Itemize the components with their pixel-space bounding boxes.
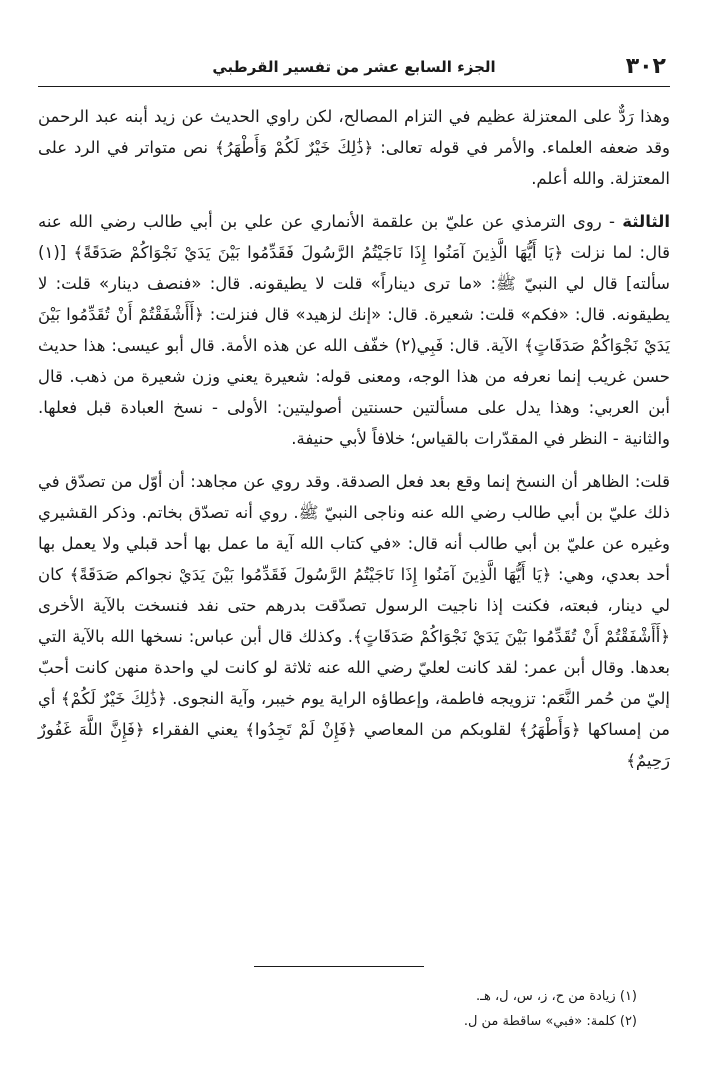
footnote-text: كلمة: «فبي» ساقطة من ل.	[463, 1014, 616, 1029]
text-segment: [(١) سألته] قال لي النبيّ ﷺ: «ما ترى ديناراً» قلت لا يطيقونه. قال: «فنصف دينار» قلت: لا يطيقونه. قال: «فكم» قلت: شعيرة. قال: «إنك لزهيد» قال فنزلت:	[38, 243, 670, 324]
quran-quote: ﴿فَإِنَّ اللَّهَ غَفُورٌ رَحِيمٌ﴾	[38, 720, 670, 770]
text-segment: نص متواتر في الرد على المعتزلة. والله أعلم.	[38, 138, 670, 188]
footnote-number: (١)	[619, 989, 637, 1004]
footnote-number: (٢)	[619, 1014, 637, 1029]
text-segment: كان لي دينار، فبعته، فكنت إذا ناجيت الرسول تصدّقت بدرهم حتى نفد فنسخت بالآية الأخرى	[38, 565, 670, 615]
footnote-divider	[254, 966, 424, 967]
text-segment: يعني الفقراء	[144, 720, 246, 739]
text-segment: - روى الترمذي عن عليّ بن علقمة الأنماري عن علي بن أبي طالب رضي الله عنه قال: لما نزلت	[38, 212, 670, 262]
paragraph	[38, 466, 670, 776]
footnote-text: زيادة من ح، ز، س، ل، هـ.	[476, 989, 616, 1004]
text-segment: لقلوبكم من المعاصي	[356, 720, 519, 739]
page-number: ٣٠٢	[625, 54, 666, 79]
footnote-item	[137, 984, 637, 1009]
quran-quote: ﴿فَإِنْ لَمْ تَجِدُوا﴾	[245, 720, 357, 739]
running-title: الجزء السابع عشر من تفسير القرطبي	[212, 58, 496, 76]
section-lead: الثالثة	[622, 212, 670, 231]
quran-quote: ﴿يَا أَيُّهَا الَّذِينَ آمَنُوا إِذَا نَاجَيْتُمُ الرَّسُولَ فَقَدِّمُوا بَيْنَ يَدَيْ نجواكم صَدَقَةً﴾	[69, 565, 552, 584]
text-segment: . وكذلك قال أبن عباس: نسخها الله بالآية التي بعدها. وقال أبن عمر: لقد كانت لعليّ رضي الله عنه ثلاثة لو كانت لي واحدة منهن كانت أحبّ إليّ من حُمر النَّعَم: تزويجه فاطمة، وإعطاؤه الراية يوم خيبر، وآية النجوى.	[38, 627, 671, 708]
quran-quote: ﴿أَأَشْفَقْتُمْ أَنْ تُقَدِّمُوا بَيْنَ يَدَيْ نَجْوَاكُمْ صَدَقَاتٍ﴾	[353, 627, 671, 646]
quran-quote: ﴿ذَٰلِكَ خَيْرٌ لَكُمْ وَأَطْهَرُ﴾	[214, 138, 374, 157]
book-page	[38, 52, 670, 788]
body-text	[38, 101, 670, 776]
text-segment: وهذا رَدٌّ على المعتزلة عظيم في التزام المصالح، لكن راوي الحديث عن زيد أبنه عبد الرحمن وقد ضعفه العلماء. والأمر في قوله تعالى:	[38, 107, 671, 157]
paragraph	[38, 101, 670, 194]
quran-quote: ﴿أَأَشْفَقْتُمْ أَنْ تُقَدِّمُوا بَيْنَ يَدَيْ نَجْوَاكُمْ صَدَقَاتٍ﴾	[38, 305, 670, 355]
paragraph	[38, 206, 670, 454]
footnote-item	[137, 1009, 637, 1034]
text-segment: الآية. قال: فَبِي(٢) خفّف الله عن هذه الأمة. قال أبو عيسى: هذا حديث حسن غريب إنما نعرفه من هذا الوجه، ومعنى قوله: شعيرة يعني وزن شعيرة من ذهب. قال أبن العربي: وهذا يدل على مسألتين حسنتين أصوليتين: الأولى - نسخ العبادة قبل فعلها. والثانية - النظر في المقدّرات بالقياس؛ خلافاً لأبي حنيفة.	[38, 336, 670, 448]
footnotes	[137, 984, 637, 1034]
quran-quote: ﴿ذَٰلِكَ خَيْرٌ لَكُمْ﴾	[60, 689, 167, 708]
text-segment: أي من إمساكها	[38, 689, 670, 739]
quran-quote: ﴿وَأَطْهَرُ﴾	[518, 720, 581, 739]
text-segment: قلت: الظاهر أن النسخ إنما وقع بعد فعل الصدقة. وقد روي عن مجاهد: أن أوّل من تصدّق في ذلك عليّ بن أبي طالب رضي الله عنه وناجى النبيّ ﷺ. روي أنه تصدّق بخاتم. وذكر القشيري وغيره عن عليّ بن أبي طالب أنه قال: «في كتاب الله آية ما عمل بها أحد قبلي ولا يعمل بها أحد بعدي، وهي:	[38, 472, 670, 584]
page-header	[38, 52, 670, 87]
quran-quote: ﴿يَا أَيُّهَا الَّذِينَ آمَنُوا إِذَا نَاجَيْتُمُ الرَّسُولَ فَقَدِّمُوا بَيْنَ يَدَيْ نَجْوَاكُمْ صَدَقَةً﴾	[73, 243, 564, 262]
